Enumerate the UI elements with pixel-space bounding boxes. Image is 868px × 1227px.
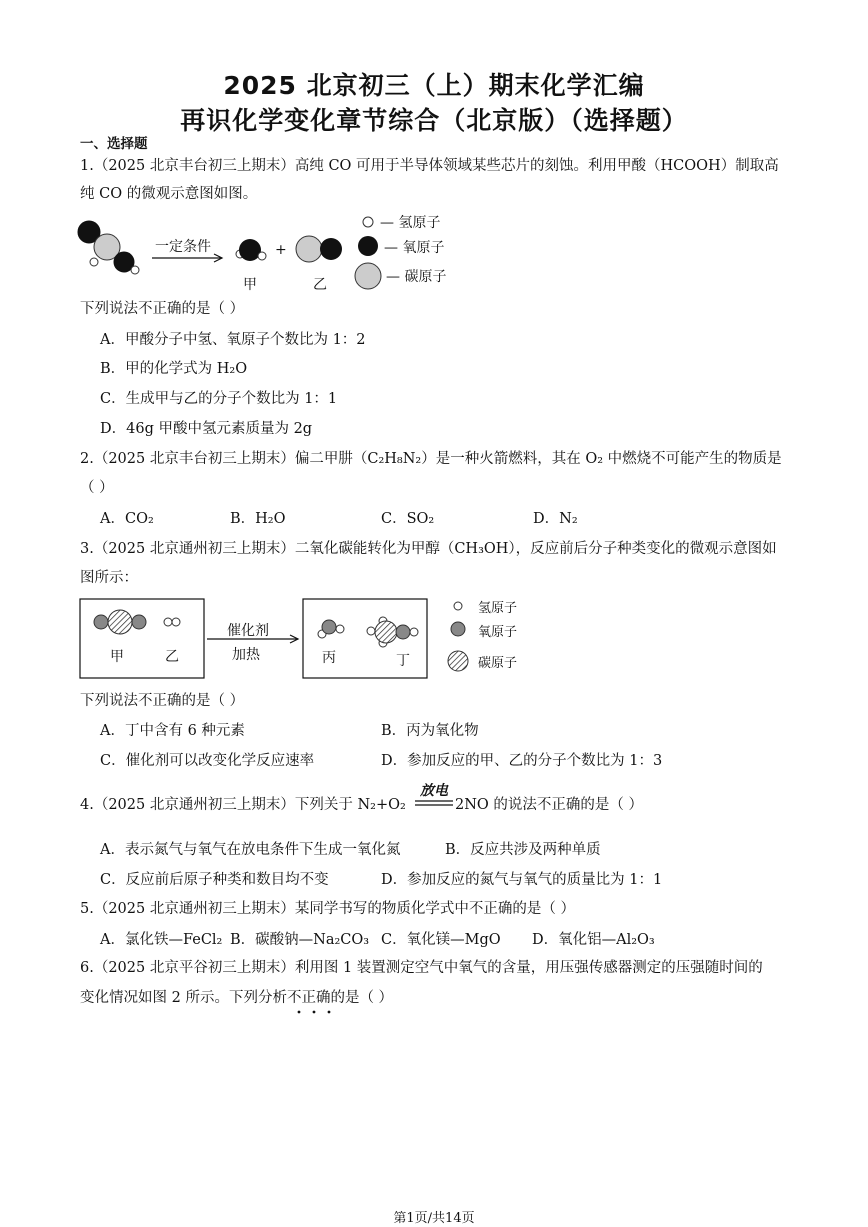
q4-option-d: D．参加反应的氮气与氧气的质量比为 1：1 xyxy=(381,872,663,888)
q4-option-c: C．反应前后原子种类和数目均不变 xyxy=(100,872,329,888)
q3-option-b: B．丙为氧化物 xyxy=(381,723,479,739)
q1-option-a: A．甲酸分子中氢、氧原子个数比为 1：2 xyxy=(100,332,366,348)
page-footer: 第1页/共14页 xyxy=(393,1211,475,1226)
q3-heat-label: 加热 xyxy=(232,647,260,663)
q5-option-a: A．氯化铁—FeCl₂ xyxy=(100,932,223,948)
q5-stem: 5.（2025 北京通州初三上期末）某同学书写的物质化学式中不正确的是（ ） xyxy=(80,901,575,917)
q1-option-b: B．甲的化学式为 H₂O xyxy=(100,361,248,377)
q3-legend-h-label: 氢原子 xyxy=(478,601,518,616)
q3-label-yi: 乙 xyxy=(165,649,179,665)
q3-legend-o-label: 氧原子 xyxy=(478,625,518,640)
q3-label-jia: 甲 xyxy=(110,649,124,665)
q3-option-a: A．丁中含有 6 种元素 xyxy=(100,723,245,739)
q4-stem-suffix: 2NO 的说法不正确的是（ ） xyxy=(455,797,644,813)
q3-option-d: D．参加反应的甲、乙的分子个数比为 1：3 xyxy=(381,753,663,769)
q1-option-d: D．46g 甲酸中氢元素质量为 2g xyxy=(100,421,313,437)
q3-label-ding: 丁 xyxy=(396,653,410,669)
q2-option-c: C．SO₂ xyxy=(381,511,435,527)
q2-option-a: A．CO₂ xyxy=(100,511,154,527)
q2-option-d: D．N₂ xyxy=(533,511,578,527)
q6-stem-line1: 6.（2025 北京平谷初三上期末）利用图 1 装置测定空气中氧气的含量，用压强传感器测定的压强随时间的 xyxy=(80,960,763,976)
q3-label-bing: 丙 xyxy=(322,650,336,666)
section-heading: 一、选择题 xyxy=(80,136,148,152)
q2-stem-line2: （ ） xyxy=(80,480,114,496)
q1-legend-c-label: — 碳原子 xyxy=(386,269,447,285)
doc-title-line2: 再识化学变化章节综合（北京版）（选择题） xyxy=(180,106,688,135)
q1-legend-h-label: — 氢原子 xyxy=(380,215,441,231)
q4-condition-label: 放电 xyxy=(420,783,448,799)
q3-legend-c-label: 碳原子 xyxy=(478,656,518,671)
q5-option-b: B．碳酸钠—Na₂CO₃ xyxy=(230,932,370,948)
q3-catalyst-label: 催化剂 xyxy=(227,623,269,639)
q1-legend-o-label: — 氧原子 xyxy=(384,240,445,256)
q1-label-jia: 甲 xyxy=(243,277,257,293)
q1-option-c: C．生成甲与乙的分子个数比为 1：1 xyxy=(100,391,338,407)
q5-option-c: C．氧化镁—MgO xyxy=(381,932,501,948)
q3-option-c: C．催化剂可以改变化学反应速率 xyxy=(100,753,315,769)
q4-option-b: B．反应共涉及两种单质 xyxy=(445,842,601,858)
q1-stem-line2: 纯 CO 的微观示意图如图。 xyxy=(80,186,258,202)
q4-option-a: A．表示氮气与氧气在放电条件下生成一氧化氮 xyxy=(100,842,401,858)
q1-stem-line1: 1.（2025 北京丰台初三上期末）高纯 CO 可用于半导体领域某些芯片的刻蚀。利用甲酸（HCOOH）制取高 xyxy=(80,158,779,174)
q2-option-b: B．H₂O xyxy=(230,511,286,527)
q3-stem-line2: 图所示： xyxy=(80,570,138,586)
q1-label-yi: 乙 xyxy=(313,277,327,293)
q1-ask: 下列说法不正确的是（ ） xyxy=(80,301,245,317)
q4-stem-prefix: 4.（2025 北京通州初三上期末）下列关于 N₂+O₂ xyxy=(80,797,406,813)
q5-option-d: D．氧化铝—Al₂O₃ xyxy=(532,932,655,948)
q3-stem-line1: 3.（2025 北京通州初三上期末）二氧化碳能转化为甲醇（CH₃OH），反应前后分子种类变化的微观示意图如 xyxy=(80,541,777,557)
q3-ask: 下列说法不正确的是（ ） xyxy=(80,693,245,709)
q1-plus-sign: + xyxy=(275,242,287,258)
q6-stem-line2: 变化情况如图 2 所示。下列分析不正确的是（ ） xyxy=(80,990,394,1006)
doc-title-line1: 2025 北京初三（上）期末化学汇编 xyxy=(223,71,645,100)
q2-stem-line1: 2.（2025 北京丰台初三上期末）偏二甲肼（C₂H₈N₂）是一种火箭燃料，其在 O₂ 中燃烧不可能产生的物质是 xyxy=(80,451,782,467)
q1-condition-label: 一定条件 xyxy=(155,239,211,255)
